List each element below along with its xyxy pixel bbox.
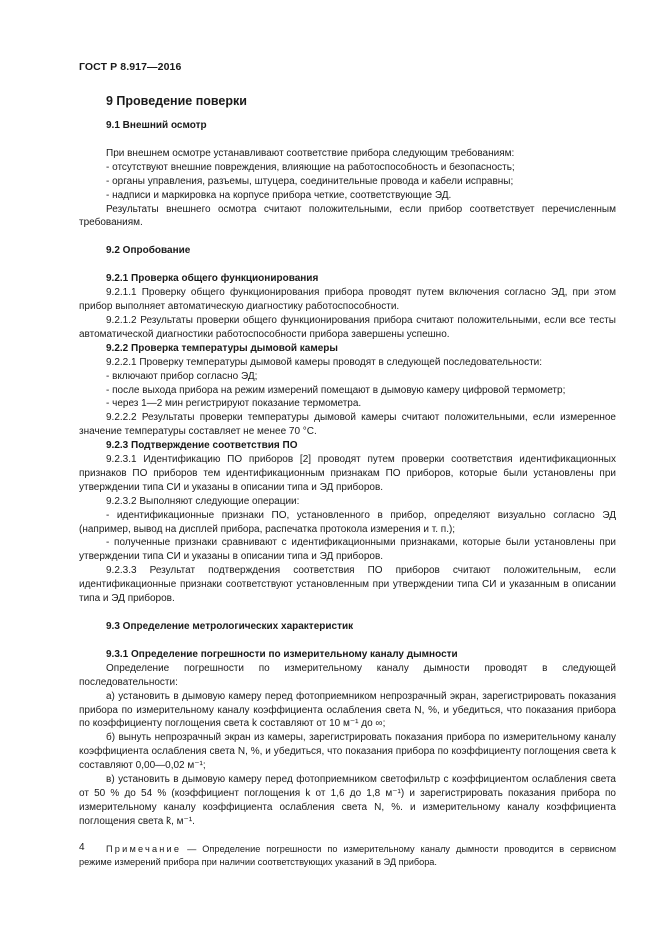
note (79, 843, 616, 870)
subsection-9-2-2-title: 9.2.2 Проверка температуры дымовой камеры (106, 342, 338, 354)
list-item: - включают прибор согласно ЭД; (106, 370, 258, 382)
note-dash: — (181, 843, 203, 854)
list-item: - через 1—2 мин регистрируют показание термометра. (106, 398, 362, 410)
subsection-9-1-title: 9.1 Внешний осмотр (106, 120, 207, 131)
note-text: Определение погрешности по измерительному каналу дымности проводится в сервисном режиме измерений прибора при наличии соответствующих указаний в ЭД прибора. (79, 843, 617, 868)
paragraph: 9.2.3.3 Результат подтверждения соответствия ПО приборов считают положительным, если идентификационные признаки соответствуют установленным при утверждении типа СИ и указанным в описании типа и ЭД приборов. (79, 565, 616, 605)
list-item: - отсутствуют внешние повреждения, влияющие на работоспособность и безопасность; (106, 161, 515, 173)
section-title: 9 Проведение поверки (106, 94, 247, 108)
paragraph: 9.2.2.1 Проверку температуры дымовой камеры проводят в следующей последовательности: (106, 356, 543, 368)
list-item: в) установить в дымовую камеру перед фотоприемником светофильтр с коэффициентом ослабления света от 50 % до 54 % (коэффициент поглощения k от 1,6 до 1,8 м⁻¹) и зарегистрировать показания прибора по измерительному каналу коэффициента ослабления света N, %. и измерительному каналу коэффициента поглощения света k̄, м⁻¹. (79, 774, 616, 827)
paragraph: 9.2.1.1 Проверку общего функционирования прибора проводят путем включения согласно ЭД, при этом прибор выполняет автоматическую диагностику работоспособности. (79, 287, 616, 313)
paragraph: При внешнем осмотре устанавливают соответствие прибора следующим требованиям: (106, 147, 515, 159)
subsection-9-3-title: 9.3 Определение метрологических характеристик (106, 621, 354, 632)
note-label: Примечание (106, 843, 182, 854)
list-item: - надписи и маркировка на корпусе прибора четкие, соответствующие ЭД. (106, 189, 452, 201)
list-item: а) установить в дымовую камеру перед фотоприемником непрозрачный экран, зарегистрировать показания прибора по измерительному каналу коэффициента ослабления света N, %, и убедиться, что показания прибора по коэффициенту поглощения света k составляют от 10 м⁻¹ до ∞; (79, 690, 616, 730)
paragraph: Определение погрешности по измерительному каналу дымности проводят в следующей последовательности: (79, 662, 616, 688)
paragraph: 9.2.2.2 Результаты проверки температуры дымовой камеры считают положительными, если измеренное значение температуры составляет не менее 70 °С. (79, 412, 616, 438)
list-item: б) вынуть непрозрачный экран из камеры, зарегистрировать показания прибора по измерительному каналу коэффициента ослабления света N, %, и убедиться, что показания прибора по коэффициенту поглощения света k составляют 0,00—0,02 м⁻¹; (79, 732, 616, 772)
subsection-9-2-1-title: 9.2.1 Проверка общего функционирования (106, 273, 319, 285)
paragraph: 9.2.1.2 Результаты проверки общего функционирования прибора считают положительными, если все тесты автоматической диагностики работоспособности прибора завершены успешно. (79, 314, 616, 340)
subsection-9-2-title: 9.2 Опробование (106, 245, 191, 257)
paragraph: Результаты внешнего осмотра считают положительными, если прибор соответствует перечисленным требованиям. (79, 203, 616, 229)
page-number: 4 (79, 842, 85, 853)
subsection-9-2-3-title: 9.2.3 Подтверждение соответствия ПО (106, 440, 298, 452)
subsection-9-3-1-title: 9.3.1 Определение погрешности по измерительному каналу дымности (106, 648, 458, 660)
page-content (79, 93, 616, 870)
list-item: - органы управления, разъемы, штуцера, соединительные провода и кабели исправны; (106, 175, 514, 187)
paragraph: 9.2.3.2 Выполняют следующие операции: (106, 495, 300, 507)
list-item: - после выхода прибора на режим измерений помещают в дымовую камеру цифровой термометр; (106, 384, 566, 396)
list-item: - идентификационные признаки ПО, установленного в прибор, определяют визуально согласно ЭД (например, вывод на дисплей прибора, распечатка протокола измерения и т. п.); (79, 509, 616, 535)
list-item: - полученные признаки сравнивают с идентификационными признаками, которые были установлены при утверждении типа СИ и указаны в описании типа и ЭД приборов. (79, 537, 616, 563)
paragraph: 9.2.3.1 Идентификацию ПО приборов [2] проводят путем проверки соответствия идентификационных признаков ПО приборов тем идентификационным признакам ПО приборов, которые были установлены при утверждении типа СИ и указаны в описании типа и ЭД приборов. (79, 454, 616, 493)
standard-header: ГОСТ Р 8.917—2016 (79, 61, 182, 73)
